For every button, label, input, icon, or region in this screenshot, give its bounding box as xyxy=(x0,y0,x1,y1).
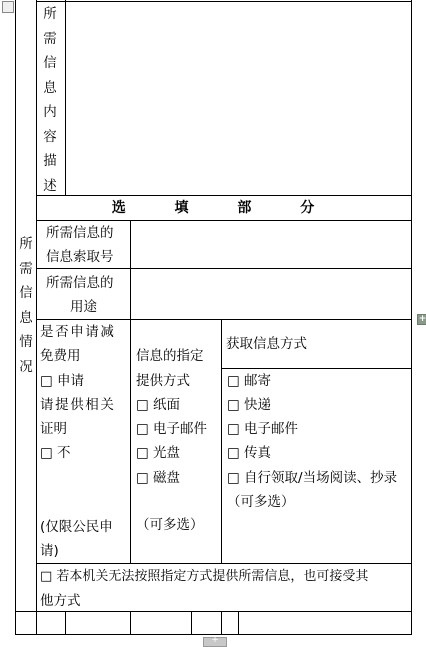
acquire-option-self-pickup[interactable]: □ 自行领取/当场阅读、抄录 xyxy=(227,470,398,486)
fee-waiver-header-line1: 是否申请减 xyxy=(40,324,116,340)
acquire-option-email[interactable]: □ 电子邮件 xyxy=(227,421,299,437)
purpose-label-line1: 所需信息的 xyxy=(46,275,114,291)
plus-icon: + xyxy=(211,635,219,645)
outer-right-border xyxy=(411,0,412,635)
label-column-border xyxy=(36,0,37,635)
description-label-border xyxy=(65,0,66,196)
acquire-header: 获取信息方式 xyxy=(226,336,307,352)
purpose-label-line2: 用途 xyxy=(70,299,97,315)
alternative-method-line2: 他方式 xyxy=(40,593,81,609)
outer-left-border xyxy=(15,0,16,635)
fee-waiver-proof-line2: 证明 xyxy=(40,421,67,437)
provision-option-paper[interactable]: □ 纸面 xyxy=(136,397,181,413)
table-resize-handle-bottom[interactable] xyxy=(203,637,227,647)
bottom-row-divider-5 xyxy=(238,611,239,635)
alternative-method-checkbox[interactable]: □ 若本机关无法按照指定方式提供所需信息，也可接受其 xyxy=(40,569,369,584)
acquire-option-fax[interactable]: □ 传真 xyxy=(227,445,272,461)
description-label: 所需信息内容描述 xyxy=(43,6,57,194)
acquire-option-express[interactable]: □ 快递 xyxy=(227,397,272,413)
acquire-multi-select-note: （可多选） xyxy=(227,494,295,510)
provision-acquire-border xyxy=(221,319,222,564)
table-move-handle[interactable] xyxy=(2,1,14,13)
table-resize-handle-right[interactable] xyxy=(417,314,426,325)
fee-waiver-header-line2: 免费用 xyxy=(40,348,81,364)
index-label-line2: 信息索取号 xyxy=(46,249,114,265)
provision-option-email[interactable]: □ 电子邮件 xyxy=(136,421,208,437)
plus-icon: + xyxy=(418,314,426,324)
fee-waiver-note-line2: 请) xyxy=(40,543,59,559)
provision-option-disk[interactable]: □ 磁盘 xyxy=(136,470,181,486)
fee-waiver-note-line1: (仅限公民申 xyxy=(40,519,113,535)
provision-header-line1: 信息的指定 xyxy=(136,348,204,364)
fee-waiver-no-checkbox[interactable]: □ 不 xyxy=(40,445,71,461)
options-row-bottom-border xyxy=(36,563,412,564)
provision-header-line2: 提供方式 xyxy=(136,373,190,389)
section-title: 选 填 部 分 xyxy=(111,200,337,216)
bottom-row-divider-1 xyxy=(65,611,66,635)
provision-multi-select-note: （可多选） xyxy=(136,517,204,533)
index-label-line1: 所需信息的 xyxy=(46,225,114,241)
bottom-row-divider-2 xyxy=(130,611,131,635)
bottom-row-divider-4 xyxy=(221,611,222,635)
fee-waiver-proof-line1: 请提供相关 xyxy=(40,397,116,413)
table-top-border xyxy=(36,1,412,2)
field-label-border xyxy=(130,220,131,564)
acquire-option-mail[interactable]: □ 邮寄 xyxy=(227,373,272,389)
bottom-row-divider-3 xyxy=(191,611,192,635)
fee-waiver-apply-checkbox[interactable]: □ 申请 xyxy=(40,373,85,389)
provision-option-cd[interactable]: □ 光盘 xyxy=(136,445,181,461)
left-section-label: 所需信息情况 xyxy=(19,236,33,375)
